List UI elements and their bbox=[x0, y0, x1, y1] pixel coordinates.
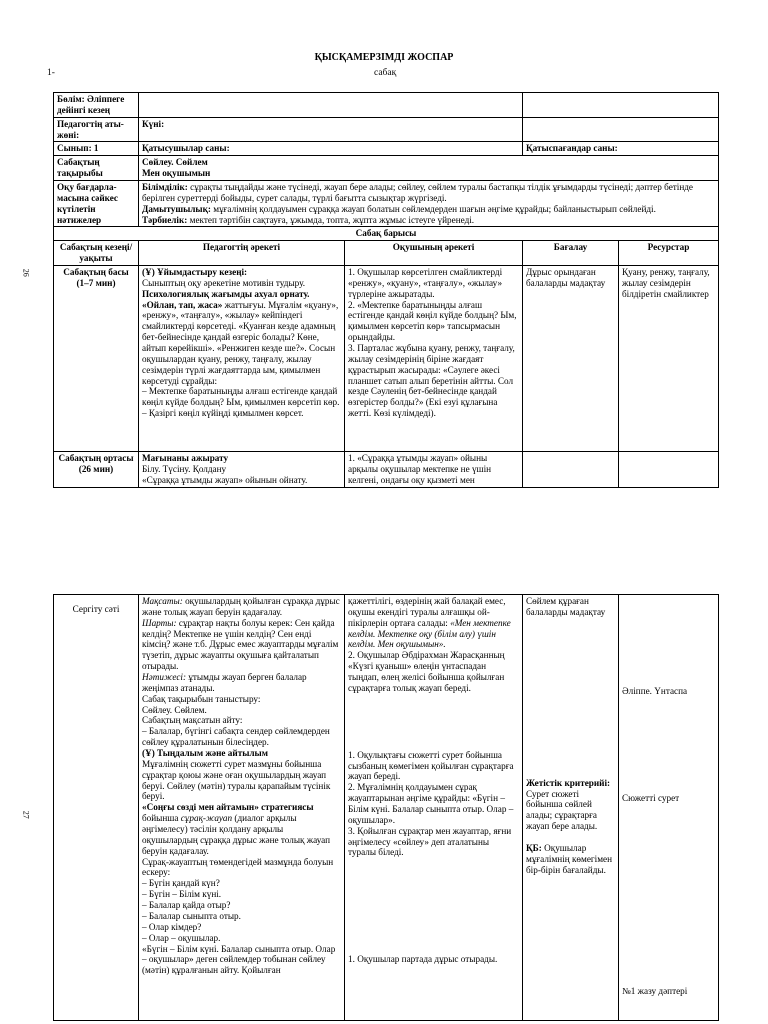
present-count-label: Қатысушылар саны: bbox=[139, 142, 523, 156]
page-number: 27 bbox=[21, 810, 31, 819]
absent-count-label: Қатыспағандар саны: bbox=[523, 142, 719, 156]
topic-label: Сабақтың тақырыбы bbox=[54, 156, 139, 181]
assessment-practice: Сөйлем құраған балаларды мадақтау Жетістік критерийі: Сурет сюжеті бойынша сөйлей алады; сұрақтарға жауап бере алады. ҚБ: Оқушылар мұғалімнің көмегімен бір-бірін бағалайды. bbox=[523, 595, 619, 1021]
lesson-number: 1- bbox=[47, 68, 55, 78]
teacher-action-practice: Мақсаты: оқушылардың қойылған сұраққа дұрыс және толық жауап беруін қадағалау. Шарты: сұрақтар нақты болуы керек: Сен қайда келдің? Мектепке не үшін келдің? Сен енді кімсің? және т.б. Дұрыс емес жауаптарды мұғалім түзетіп, дұрыс жауапты оқушыға қайталатып отырады. Нәтижесі: ұтымды жауап берген балалар жеңімпаз атанады. Сабақ тақырыбын таныстыру: Сөйлеу. Сөйлем. Сабақтың мақсатын айту: – Балалар, бүгінгі сабақта сендер сөйлемдерден сөйлеу құралатынын білесіңдер. (Ұ) Тыңдалым және айтылым Мұғалімнің сюжетті сурет мазмұны бойынша сұрақтар қоюы және оған оқушылардың жауап беруі. Сөйлеу (мәтін) туралы қарапайым түсінік беруі. «Соңғы сөзді мен айтамын» стратегиясы бойынша сұрақ-жауап (диалог арқылы әңгімелесу) тәсілін қолдану арқылы оқушылардың сұраққа дұрыс және толық жауап беруін қадағалау. Сұрақ-жауаптың төмендегідей мазмұнда болуын ескеру: – Бүгін қандай күн? – Бүгін – Білім күні. – Балалар қайда отыр? – Балалар сыныпта отыр. – Олар кімдер? – Олар – оқушылар. «Бүгін – Білім күні. Балалар сыныпта отыр. Олар – оқушылар» деген сөйлемдер тобынан сөйлеу (мәтін) құралғанын айту. Қойылған bbox=[139, 595, 345, 1021]
class-label: Сынып: 1 bbox=[54, 142, 139, 156]
date-label: Күні: bbox=[139, 117, 523, 142]
assessment-start: Дұрыс орындаған балаларды мадақтау bbox=[523, 266, 619, 452]
lesson-plan-table-page2 bbox=[53, 594, 719, 1021]
column-header-student: Оқушының әрекеті bbox=[345, 241, 523, 266]
teacher-action-start: (Ұ) Ұйымдастыру кезеңі: Сыныптың оқу әрекетіне мотивін тудыру. Психологиялық жағымды ахуал орнату. «Ойлан, тап, жаса» жаттығуы. Мұғалім «қуану», «ренжу», «таңғалу», «жылау» кейпіндегі смайликтерді көрсетеді. «Қуанған кезде адамның бет-бейнесінде қандай өзгеріс болады? Көне, айтып көрейікші». «Ренжиген кезде ше?». Сосын оқушылардан қуану, ренжу, таңғалу, жылау сезімдерін түрлі жағдаяттарда ым, қимылмен көрсетуді сұрайды: – Мектепке баратыныңды алғаш естігенде қандай көңіл күйде болдың? Ым, қимылмен көрсетіп көр. – Қазіргі көңіл күйіңді қимылмен көрсет. bbox=[139, 266, 345, 452]
goals-label: Оқу бағдарла-масына сәйкес күтілетін нәтижелер bbox=[54, 181, 139, 227]
teacher-action-middle: Мағынаны ажырату Білу. Түсіну. Қолдану «Сұраққа ұтымды жауап» ойынын ойнату. bbox=[139, 452, 345, 488]
stage-start: Сабақтың басы (1–7 мин) bbox=[54, 266, 139, 452]
lesson-plan-table-page1 bbox=[53, 92, 719, 488]
document-title: ҚЫСҚАМЕРЗІМДІ ЖОСПАР bbox=[314, 52, 454, 63]
resources-start: Қуану, ренжу, таңғалу, жылау сезімдерін білдіретін смайликтер bbox=[619, 266, 719, 452]
stage-middle: Сабақтың ортасы (26 мин) bbox=[54, 452, 139, 488]
column-header-stage: Сабақтың кезеңі/уақыты bbox=[54, 241, 139, 266]
column-header-assessment: Бағалау bbox=[523, 241, 619, 266]
page-number: 26 bbox=[21, 268, 31, 277]
column-header-teacher: Педагогтің әрекеті bbox=[139, 241, 345, 266]
student-action-practice: қажеттілігі, өздерінің жай балақай емес, оқушы екендігі туралы алғашқы ой-пікірлерін ортаға салады: «Мен мектепке келдім. Мектепке оқу (білім алу) үшін келдім. Мен оқушымын». 2. Оқушылар Әбдірахман Жарасқанның «Күзгі қуаныш» өлеңін үнтаспадан тыңдап, өлең желісі бойынша қойылған сұрақтарға толық жауап береді. 1. Оқулықтағы сюжетті сурет бойынша сызбаның көмегімен қойылған сұрақтарға жауап береді. 2. Мұғалімнің қолдауымен сұрақ жауаптарынан әңгіме құрайды: «Бүгін – Білім күні. Балалар сыныпта отыр. Олар – оқушылар». 3. Қойылған сұрақтар мен жауаптар, яғни әңгімелесу «сөйлеу» деп аталатыны туралы біледі. 1. Оқушылар партада дұрыс отырады. bbox=[345, 595, 523, 1021]
lesson-label: сабақ bbox=[374, 68, 397, 78]
process-title: Сабақ барысы bbox=[54, 227, 719, 241]
teacher-label: Педагогтің аты-жөні: bbox=[54, 117, 139, 142]
student-action-start: 1. Оқушылар көрсетілген смайликтерді «ренжу», «қуану», «таңғалу», «жылау» түрлеріне ажыратады. 2. «Мектепке баратыныңды алғаш естігенде қандай көңіл күйде болдың? Ым, қимылмен көрсетіп көр» тапсырмасын орындайды. 3. Парталас жұбына қуану, ренжу, таңғалу, жылау сезімдерінің біріне жағдаят құрастырып жасырады: «Сәулеге әкесі планшет сатып алып беретінін айтты. Сол кезде Сәуленің бет-бейнесінде қандай өзгерістер болды?» (Екі езуі құлағына жетті. Көзі күлімдеді). bbox=[345, 266, 523, 452]
lesson-topic: Сөйлеу. Сөйлем Мен оқушымын bbox=[139, 156, 719, 181]
section-label: Бөлім: Әліппеге дейінгі кезең bbox=[54, 93, 139, 118]
student-action-middle: 1. «Сұраққа ұтымды жауап» ойыны арқылы оқушылар мектепке не үшін келгені, ондағы оқу қызметі мен bbox=[345, 452, 523, 488]
stage-practice: Сергіту сәті bbox=[54, 595, 139, 1021]
expected-results: Білімділік: сұрақты тыңдайды және түсінеді, жауап бере алады; сөйлеу, сөйлем туралы бастапқы тілдік ұғымдарды түсінеді; дәптер бетінде берілген суреттерді бойыды, сурет салады, түрлі бағытта сызықтар жүргізеді. Дамытушылық: мұғалімнің қолдауымен сұраққа жауап болатын сөйлемдерден шағын әңгіме құрайды; байланыстырып сөйлейді. Тәрбиелік: мектеп тәртібін сақтауға, ұжымда, топта, жұпта жұмыс істеуге үйренеді. bbox=[139, 181, 719, 227]
resources-practice: Әліппе. Үнтаспа Сюжетті сурет №1 жазу дәптері bbox=[619, 595, 719, 1021]
column-header-resources: Ресурстар bbox=[619, 241, 719, 266]
